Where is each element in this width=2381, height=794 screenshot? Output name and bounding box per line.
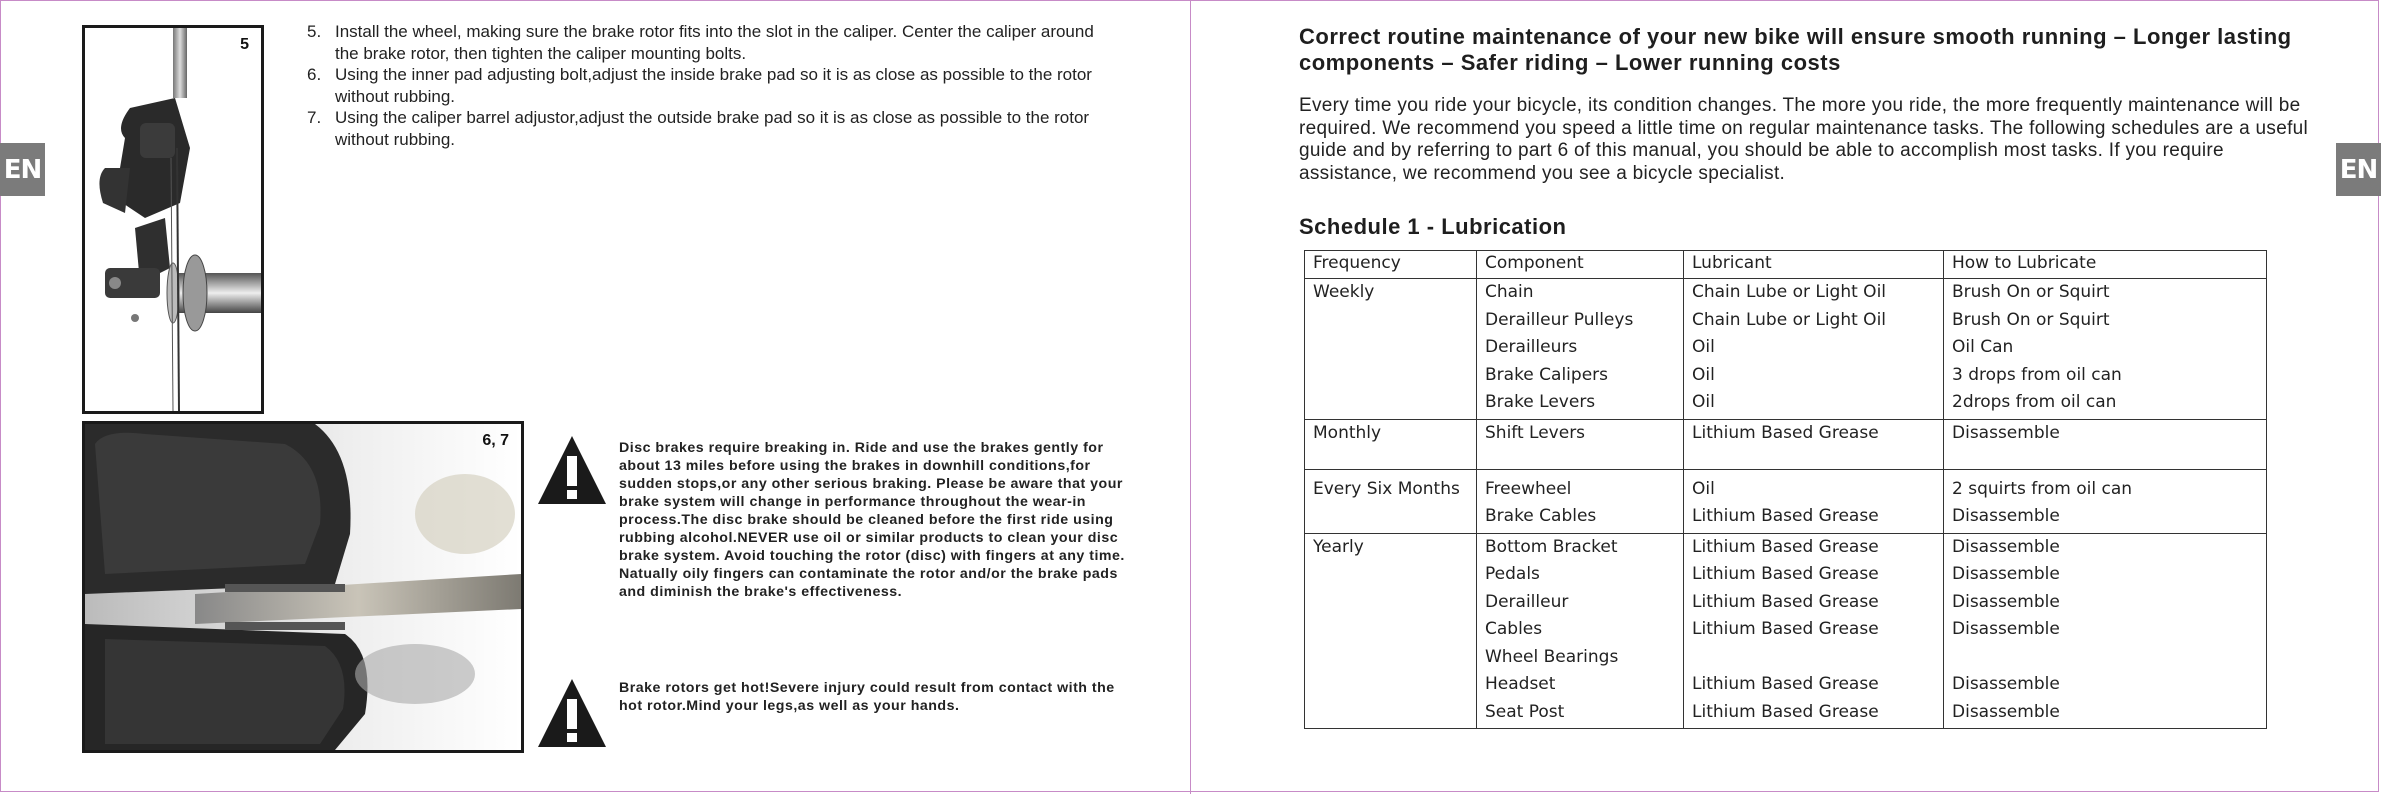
- page-divider: [1190, 0, 1191, 794]
- component-cell: Derailleur Pulleys: [1485, 309, 1634, 330]
- how-cell: Disassemble: [1952, 506, 2060, 526]
- how-cell: Disassemble: [1952, 564, 2060, 584]
- brake-caliper-photo: [82, 25, 264, 414]
- how-cell: Disassemble: [1952, 619, 2060, 639]
- warning-triangle-icon: [536, 677, 608, 749]
- table-row: [1305, 469, 2267, 533]
- caliper-closeup-photo: [82, 421, 524, 753]
- component-cell: Chain: [1485, 282, 1534, 302]
- component-cell: Brake Levers: [1485, 392, 1596, 412]
- hot-rotor-warning-text: Brake rotors get hot!Severe injury could result from contact with the hot rotor.Mind your legs,as well as your hands.: [619, 680, 1115, 714]
- component-cell: Shift Levers: [1485, 422, 1586, 443]
- how-cell: Disassemble: [1952, 536, 2060, 557]
- photo-step-number: 6, 7: [482, 432, 509, 449]
- maintenance-heading: Correct routine maintenance of your new bike will ensure smooth running – Longer lasting components – Safer riding – Lower running costs: [1299, 24, 2292, 75]
- installation-steps: [307, 21, 1107, 150]
- lubricant-cell: Lithium Based Grease: [1692, 619, 1879, 639]
- how-cell: Oil Can: [1952, 337, 2014, 357]
- how-cell: Disassemble: [1952, 591, 2060, 612]
- disc-brake-warning-text: Disc brakes require breaking in. Ride and use the brakes gently for about 13 miles before using the brakes in downhill conditions,for sudden stops,or any other serious braking. Please be aware that your brake system will change in performance throughout the wear-in process.The disc brake should be cleaned before the first ride using rubbing alcohol.NEVER use oil or similar products to clean your disc brake system. Avoid touching the rotor (disc) with fingers at any time. Natually oily fingers can contaminate the rotor and/or the brake pads and diminish the brake's effectiveness.: [619, 440, 1125, 600]
- how-cell: Disassemble: [1952, 674, 2060, 694]
- how-cell: Brush On or Squirt: [1952, 309, 2110, 330]
- header-how-to-lubricate: How to Lubricate: [1944, 251, 2267, 279]
- component-cell: Freewheel: [1485, 478, 1572, 499]
- component-cell: Seat Post: [1485, 701, 1565, 722]
- component-cell: Brake Calipers: [1485, 364, 1609, 385]
- component-cell: Pedals: [1485, 564, 1540, 584]
- lubricant-cell: Lithium Based Grease: [1692, 674, 1879, 694]
- component-cell: Brake Cables: [1485, 506, 1597, 526]
- warning-triangle-icon: [536, 434, 608, 506]
- step-item: 5. Install the wheel, making sure the brake rotor fits into the slot in the caliper. Center the caliper around the brake rotor, then tighten the caliper mounting bolts.: [307, 22, 1094, 63]
- component-cell: Cables: [1485, 619, 1543, 639]
- step-item: 6. Using the inner pad adjusting bolt,adjust the inside brake pad so it is as close as possible to the rotor without rubbing.: [307, 65, 1092, 106]
- frequency-cell: Weekly: [1313, 282, 1375, 302]
- how-cell: Disassemble: [1952, 701, 2060, 722]
- lubricant-cell: Oil: [1692, 478, 1715, 499]
- how-cell: Disassemble: [1952, 422, 2060, 443]
- how-cell: 2 squirts from oil can: [1952, 478, 2133, 499]
- lubricant-cell: Lithium Based Grease: [1692, 591, 1879, 612]
- lubricant-cell: Lithium Based Grease: [1692, 564, 1879, 584]
- component-cell: Derailleur: [1485, 591, 1569, 612]
- frequency-cell: Monthly: [1313, 422, 1382, 443]
- component-cell: Wheel Bearings: [1485, 646, 1619, 667]
- lubricant-cell: Oil: [1692, 392, 1715, 412]
- table-row: [1305, 279, 2267, 420]
- language-tab-left: EN: [0, 143, 45, 196]
- language-tab-right: EN: [2336, 143, 2381, 196]
- component-cell: Derailleurs: [1485, 337, 1578, 357]
- header-frequency: Frequency: [1305, 251, 1477, 279]
- lubricant-cell: Lithium Based Grease: [1692, 506, 1879, 526]
- component-cell: Bottom Bracket: [1485, 536, 1618, 557]
- frequency-cell: Every Six Months: [1313, 478, 1460, 499]
- table-row: [1305, 533, 2267, 729]
- how-cell: 2drops from oil can: [1952, 392, 2117, 412]
- header-component: Component: [1477, 251, 1684, 279]
- step-item: 7. Using the caliper barrel adjustor,adjust the outside brake pad so it is as close as possible to the rotor without rubbing.: [307, 108, 1090, 149]
- lubricant-cell: [1692, 644, 1935, 672]
- how-cell: Brush On or Squirt: [1952, 282, 2110, 302]
- maintenance-intro: Every time you ride your bicycle, its condition changes. The more you ride, the more frequently maintenance will be required. We recommend you speed a little time on regular maintenance tasks. The following schedules are a useful guide and by referring to part 6 of this manual, you should be able to accomplish most tasks. If you require assistance, we recommend you see a bicycle specialist.: [1299, 95, 2309, 184]
- lubricant-cell: Lithium Based Grease: [1692, 701, 1879, 722]
- lubrication-table: [1304, 250, 2267, 729]
- caliper-closeup-illustration: [85, 424, 521, 750]
- lubricant-cell: Chain Lube or Light Oil: [1692, 309, 1887, 330]
- table-row: [1305, 419, 2267, 469]
- lubricant-cell: Oil: [1692, 364, 1715, 385]
- photo-step-number: 5: [240, 36, 249, 53]
- lubricant-cell: Lithium Based Grease: [1692, 422, 1879, 443]
- how-cell: 3 drops from oil can: [1952, 364, 2122, 385]
- lubricant-cell: Oil: [1692, 337, 1715, 357]
- how-cell: [1952, 644, 2258, 672]
- component-cell: Headset: [1485, 674, 1556, 694]
- frequency-cell: Yearly: [1313, 536, 1364, 557]
- schedule-title: Schedule 1 - Lubrication: [1299, 214, 1567, 239]
- caliper-illustration: [85, 28, 261, 411]
- lubricant-cell: Chain Lube or Light Oil: [1692, 282, 1887, 302]
- lubricant-cell: Lithium Based Grease: [1692, 536, 1879, 557]
- table-header-row: [1305, 251, 2267, 279]
- header-lubricant: Lubricant: [1684, 251, 1944, 279]
